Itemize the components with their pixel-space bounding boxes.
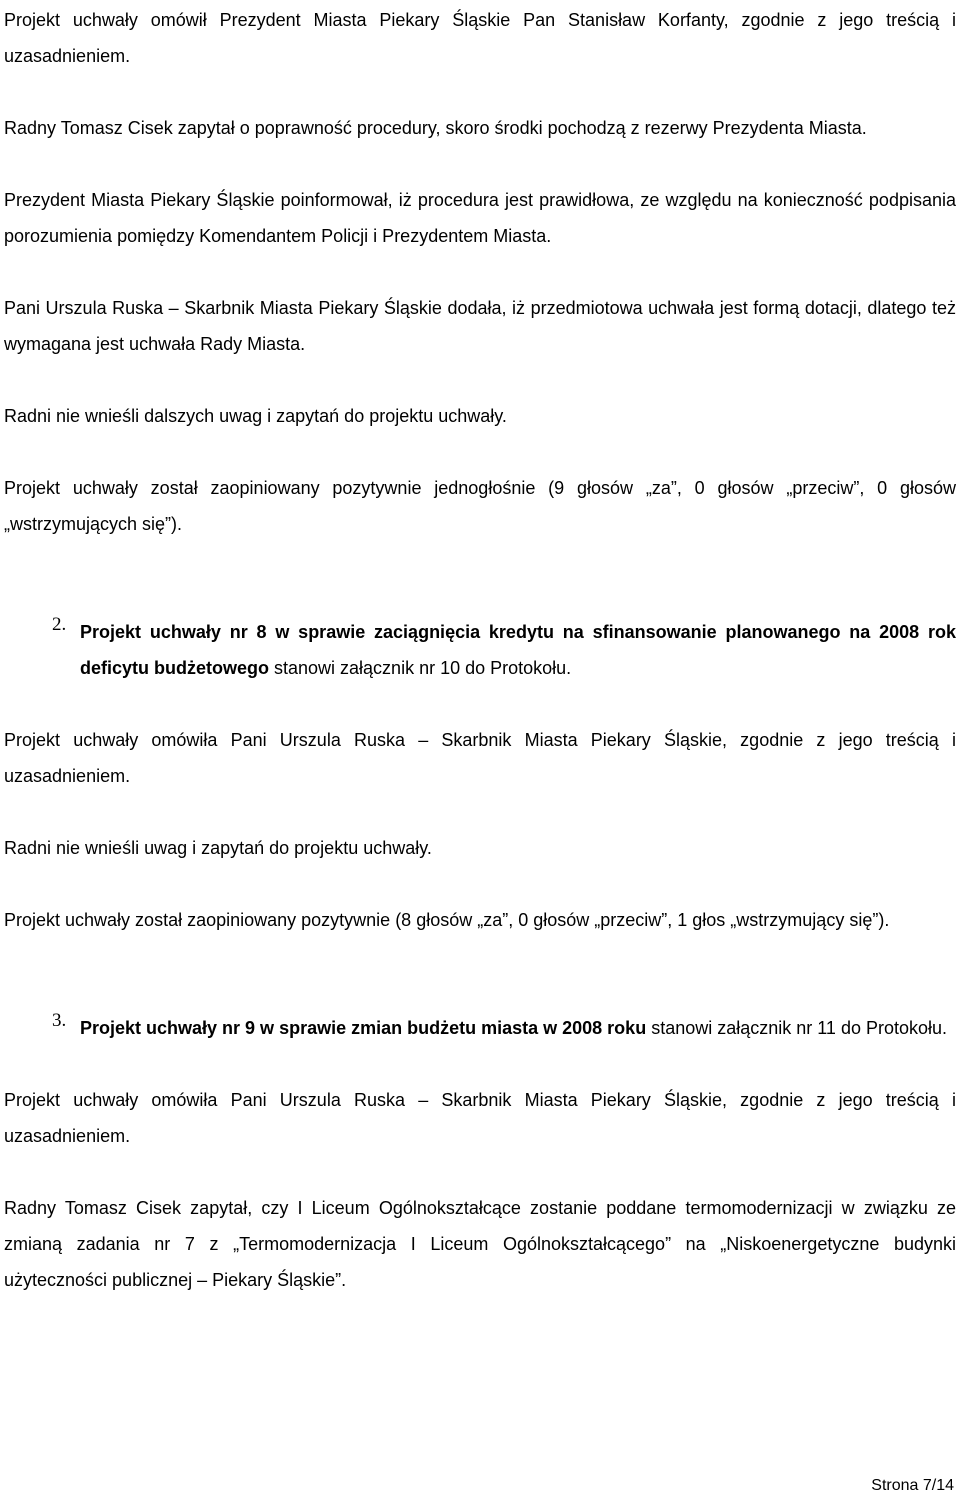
item-2-attachment-note: stanowi załącznik nr 10 do Protokołu. — [269, 658, 572, 678]
paragraph-treasurer-presentation-2: Projekt uchwały omówiła Pani Urszula Ruska – Skarbnik Miasta Piekary Śląskie, zgodnie z jego treścią i uzasadnieniem. — [4, 730, 956, 786]
paragraph-cisek-question: Radny Tomasz Cisek zapytał o poprawność procedury, skoro środki pochodzą z rezerwy Prezydenta Miasta. — [4, 118, 867, 138]
paragraph-president-answer: Prezydent Miasta Piekary Śląskie poinformował, iż procedura jest prawidłowa, ze względu na konieczność podpisania porozumienia pomiędzy Komendantem Policji i Prezydentem Miasta. — [4, 190, 956, 246]
item-3-title: Projekt uchwały nr 9 w sprawie zmian budżetu miasta w 2008 roku — [80, 1018, 647, 1038]
page-number: Strona 7/14 — [871, 1477, 954, 1494]
paragraph-vote-result-2: Projekt uchwały został zaopiniowany pozytywnie (8 głosów „za”, 0 głosów „przeciw”, 1 głos „wstrzymujący się”). — [4, 910, 890, 930]
paragraph-treasurer-addition: Pani Urszula Ruska – Skarbnik Miasta Piekary Śląskie dodała, iż przedmiotowa uchwała jest formą dotacji, dlatego też wymagana jest uchwała Rady Miasta. — [4, 298, 956, 354]
paragraph-no-further-remarks: Radni nie wnieśli dalszych uwag i zapytań do projektu uchwały. — [4, 406, 507, 426]
item-number: 2. — [52, 614, 67, 635]
item-3-attachment-note: stanowi załącznik nr 11 do Protokołu. — [646, 1018, 948, 1038]
paragraph-vote-result-1: Projekt uchwały został zaopiniowany pozytywnie jednogłośnie (9 głosów „za”, 0 głosów „przeciw”, 0 głosów „wstrzymujących się”). — [4, 478, 956, 534]
item-2-title: Projekt uchwały nr 8 w sprawie zaciągnięcia kredytu na sfinansowanie planowanego na 2008 rok deficytu budżetowego — [80, 622, 956, 678]
item-3-text — [80, 1010, 956, 1046]
agenda-item-2 — [4, 614, 956, 686]
document-page — [4, 2, 956, 1298]
paragraph-president-presentation: Projekt uchwały omówił Prezydent Miasta Piekary Śląskie Pan Stanisław Korfanty, zgodnie z jego treścią i uzasadnieniem. — [4, 10, 956, 66]
item-2-text — [80, 614, 956, 686]
paragraph-cisek-question-2: Radny Tomasz Cisek zapytał, czy I Liceum Ogólnokształcące zostanie poddane termomodernizacji w związku ze zmianą zadania nr 7 z „Termomodernizacja I Liceum Ogólnokształcącego” na „Niskoenergetyczne budynki użyteczności publicznej – Piekary Śląskie”. — [4, 1198, 956, 1290]
paragraph-treasurer-presentation-3: Projekt uchwały omówiła Pani Urszula Ruska – Skarbnik Miasta Piekary Śląskie, zgodnie z jego treścią i uzasadnieniem. — [4, 1090, 956, 1146]
agenda-item-3 — [4, 1010, 956, 1046]
paragraph-no-remarks-2: Radni nie wnieśli uwag i zapytań do projektu uchwały. — [4, 838, 432, 858]
item-number: 3. — [52, 1010, 67, 1031]
